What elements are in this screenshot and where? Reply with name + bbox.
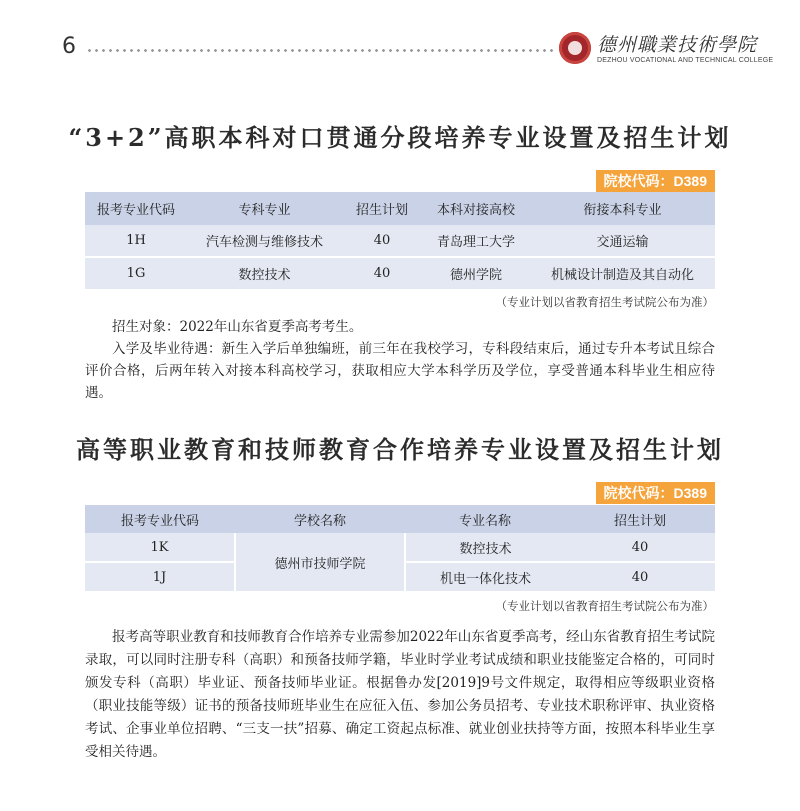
table-row <box>85 225 715 257</box>
specialty-cell: 汽车检测与维修技术 <box>205 235 323 250</box>
header-cell: 招生计划 <box>355 203 408 218</box>
school-name-cell: 德州市技师学院 <box>235 533 405 591</box>
section2-title: 高等职业教育和技师教育合作培养专业设置及招生计划 <box>76 435 724 464</box>
section1-body <box>85 316 715 404</box>
college-emblem-icon <box>559 32 591 64</box>
specialty-cell: 数控技术 <box>187 257 342 289</box>
header-cell: 报考专业代码 <box>120 513 199 529</box>
enrollment-plan-cell: 40 <box>565 562 715 591</box>
header-cell: 报考专业代码 <box>96 203 175 218</box>
partner-university-cell: 青岛理工大学 <box>436 235 515 250</box>
cooperation-policy-paragraph: 报考高等职业教育和技师教育合作培养专业需参加2022年山东省夏季高考，经山东省教育招生考试院录取，可以同时注册专科（高职）和预备技师学籍，毕业时学业考试成绩和职业技能鉴定合格的，可同时颁发专科（高职）毕业证、预备技师毕业证。根据鲁办发[2019]9号文件规定，取得相应等级职业资格（职业技能等级）证书的预备技师班毕业生在应征入伍、参加公务员招考、专业技术职称评审、执业资格考试、企事业单位招聘、“三支一扶”招募、确定工资起点标准、就业创业扶持等方面，按照本科毕业生享受相关待遇。 <box>85 629 715 760</box>
major-code-cell: 1J <box>85 562 235 591</box>
table-header-row <box>85 505 715 533</box>
enrollment-plan-cell: 40 <box>373 233 391 248</box>
header-cell: 本科对接高校 <box>436 203 515 218</box>
undergrad-major-cell: 交通运输 <box>596 235 649 250</box>
table-row <box>85 257 715 289</box>
header-cell: 衔接本科专业 <box>583 203 662 218</box>
major-name-cell: 机电一体化技术 <box>405 562 565 591</box>
header-cell: 专业名称 <box>458 513 511 529</box>
section1-table-note: （专业计划以省教育招生考试院公布为准） <box>495 295 714 309</box>
table-header-row <box>85 192 715 225</box>
enrollment-plan-cell: 40 <box>631 539 649 555</box>
major-code-cell: 1G <box>85 257 187 289</box>
partner-university-cell: 德州学院 <box>422 257 530 289</box>
enrollment-target-paragraph: 招生对象：2022年山东省夏季高考考生。 <box>112 319 363 335</box>
section1-school-code-badge: 院校代码：D389 <box>596 170 715 192</box>
section2-school-code-badge: 院校代码：D389 <box>596 482 715 504</box>
undergrad-major-cell: 机械设计制造及其自动化 <box>530 257 715 289</box>
logo-english-name: DEZHOU VOCATIONAL AND TECHNICAL COLLEGE <box>597 57 774 64</box>
page-number: 6 <box>62 34 76 59</box>
college-logo <box>559 28 774 72</box>
admission-graduation-paragraph: 入学及毕业待遇：新生入学后单独编班，前三年在我校学习，专科段结束后，通过专升本考试且综合评价合格，后两年转入对接本科高校学习，获取相应大学本科学历及学位，享受普通本科毕业生相应待遇。 <box>85 341 715 401</box>
section1-title: “3+2”高职本科对口贯通分段培养专业设置及招生计划 <box>68 123 732 152</box>
section1-plan-table <box>85 192 715 289</box>
header-cell: 招生计划 <box>613 513 666 529</box>
logo-chinese-name: 德州職業技術學院 <box>597 34 758 56</box>
header-cell: 专科专业 <box>238 203 291 218</box>
major-name-cell: 数控技术 <box>459 541 512 557</box>
section2-plan-table <box>85 505 715 591</box>
table-row <box>85 533 715 562</box>
section2-body <box>85 626 715 764</box>
header-cell: 学校名称 <box>293 513 346 529</box>
major-code-cell: 1H <box>126 233 146 248</box>
section2-table-note: （专业计划以省教育招生考试院公布为准） <box>495 599 714 613</box>
major-code-cell: 1K <box>150 539 169 555</box>
enrollment-plan-cell: 40 <box>342 257 422 289</box>
dotted-divider <box>86 49 554 52</box>
